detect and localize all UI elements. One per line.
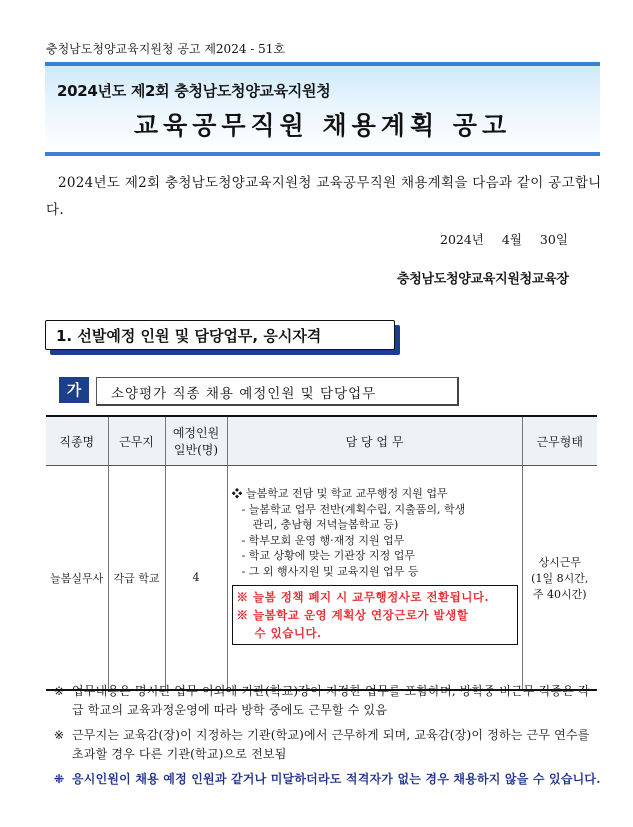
work-type-line: 상시근무 [538, 555, 581, 569]
title-banner [45, 62, 600, 156]
header-duties: 담 당 업 무 [227, 416, 522, 466]
section-heading: 1. 선발예정 인원 및 담당업무, 응시자격 [56, 327, 322, 345]
duty-line: - 학부모회 운영 행·재정 지원 업무 [241, 533, 405, 547]
duty-line: ❖ 늘봄학교 전담 및 학교 교무행정 지원 업무 [231, 487, 448, 500]
duty-line: 관리, 충남형 저녁늘봄학교 등) [252, 518, 399, 531]
header-planned [165, 416, 227, 466]
notice-line: ※ 늘봄학교 운영 계획상 연장근로가 발생할 [236, 608, 469, 622]
subsection-badge: 가 [59, 377, 89, 403]
notice-line: 수 있습니다. [254, 626, 322, 640]
date-day: 30일 [539, 232, 568, 247]
section-heading-box [45, 320, 395, 350]
subsection-heading-box [96, 377, 459, 406]
cell-work-type [522, 466, 597, 691]
work-type-line: (1일 8시간, [531, 571, 589, 585]
header-work-type: 근무형태 [522, 416, 597, 466]
note-mark: ※ [54, 728, 65, 742]
header-workplace: 근무지 [108, 416, 165, 466]
announcement-number: 충청남도청양교육지원청 공고 제2024 - 51호 [46, 42, 286, 56]
duty-line: - 학교 상황에 맞는 기관장 지정 업무 [241, 549, 415, 562]
note-item [46, 726, 601, 764]
issuer-name: 충청남도청양교육지원청교육장 [397, 272, 569, 287]
announcement-date [440, 230, 568, 248]
note-item [46, 682, 601, 720]
header-planned-line1: 예정인원 [172, 426, 220, 440]
notice-box [232, 585, 518, 645]
notice-line: ※ 늘봄 정책 폐지 시 교무행정사로 전환됩니다. [236, 590, 489, 604]
header-job: 직종명 [46, 416, 108, 466]
notes-list [46, 682, 601, 795]
duty-line: - 늘봄학교 업무 전반(계획수립, 지출품의, 학생 [241, 502, 466, 516]
recruitment-table [46, 415, 597, 691]
note-text: 응시인원이 채용 예정 인원과 같거나 미달하더라도 적격자가 없는 경우 채용하지 않을 수 있습니다. [72, 772, 601, 786]
note-text: 업무내용은 명시된 업무 이외에 기관(학교)장이 지정한 업무를 포함하며, 방학중 비근무 직종은 각급 학교의 교육과정운영에 따라 방학 중에도 근무할 수 있음 [72, 684, 590, 717]
subsection-heading: 소양평가 직종 채용 예정인원 및 담당업무 [111, 386, 377, 402]
note-mark: ※ [54, 684, 65, 698]
note-mark: ⁜ [54, 772, 65, 786]
cell-count: 4 [165, 466, 227, 691]
date-month: 4월 [501, 232, 522, 247]
header-planned-line2: 일반(명) [173, 443, 219, 457]
note-text: 근무지는 교육감(장)이 지정하는 기관(학교)에서 근무하게 되며, 교육감(장)이 정하는 근무 연수를 초과할 경우 다른 기관(학교)으로 전보됨 [72, 728, 590, 761]
date-year: 2024년 [440, 232, 484, 247]
banner-subtitle: 2024년도 제2회 충청남도청양교육지원청 [57, 82, 331, 100]
note-item-important [46, 770, 601, 789]
duty-line: - 그 외 행사지원 및 교육지원 업무 등 [241, 564, 419, 578]
intro-paragraph: 2024년도 제2회 충청남도청양교육지원청 교육공무직원 채용계획을 다음과 같이 공고합니다. [46, 175, 602, 218]
cell-workplace: 각급 학교 [108, 466, 165, 691]
cell-duties [227, 466, 522, 691]
table-header-row [46, 416, 597, 466]
table-row [46, 466, 597, 691]
banner-title: 교육공무직원 채용계획 공고 [133, 111, 512, 140]
cell-job: 늘봄실무사 [46, 466, 108, 691]
work-type-line: 주 40시간) [532, 587, 587, 601]
